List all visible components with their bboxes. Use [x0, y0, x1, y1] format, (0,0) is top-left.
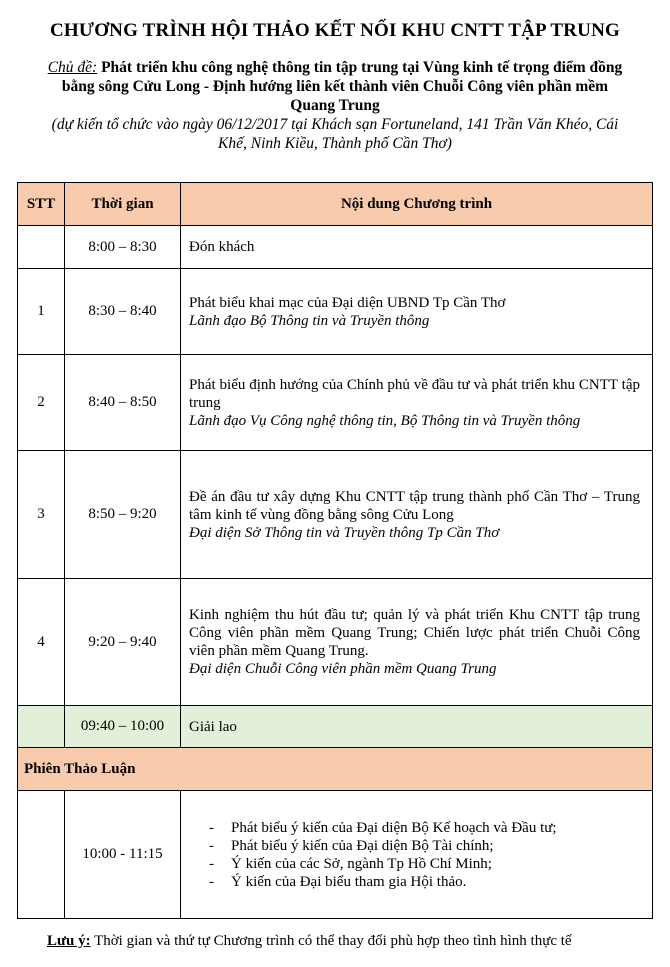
- table-header-row: [18, 183, 653, 226]
- discussion-time: 10:00 - 11:15: [65, 791, 181, 919]
- row-speaker: Đại diện Chuỗi Công viên phần mềm Quang Trung: [189, 661, 497, 677]
- discussion-content: [181, 791, 653, 919]
- row-stt: 3: [18, 451, 65, 579]
- row-speaker: Lãnh đạo Vụ Công nghệ thông tin, Bộ Thông tin và Truyền thông: [189, 412, 581, 429]
- table-row: [18, 355, 653, 451]
- note-label: Lưu ý:: [47, 933, 91, 949]
- row-content-text: Kinh nghiệm thu hút đầu tư; quản lý và phát triển Khu CNTT tập trung Công viên phần mềm Quang Trung; Chiến lược phát triển Chuỗi Công viên phần mềm Quang Trung.: [189, 607, 640, 659]
- row-content-text: Phát biểu khai mạc của Đại diện UBND Tp Cần Thơ: [189, 294, 506, 311]
- topic-label: Chủ đề:: [47, 59, 98, 76]
- row-time: 8:30 – 8:40: [65, 269, 181, 355]
- discussion-stt: [18, 791, 65, 919]
- table-row: [18, 226, 653, 269]
- document-subtitle: [40, 58, 630, 153]
- header-content: Nội dung Chương trình: [181, 183, 653, 226]
- discussion-row: [18, 791, 653, 919]
- row-time: 8:00 – 8:30: [65, 226, 181, 269]
- footer-note: [47, 933, 647, 950]
- header-stt: STT: [18, 183, 65, 226]
- venue-text: (dự kiến tổ chức vào ngày 06/12/2017 tại Khách sạn Fortuneland, 141 Trần Văn Khéo, Cái Khế, Ninh Kiều, Thành phố Cần Thơ): [51, 116, 619, 152]
- table-row: [18, 269, 653, 355]
- row-content: [181, 226, 653, 269]
- break-content: Giải lao: [181, 706, 653, 748]
- row-stt: 4: [18, 579, 65, 706]
- table-row: [18, 579, 653, 706]
- row-speaker: Đại diện Sở Thông tin và Truyền thông Tp Cần Thơ: [189, 524, 500, 541]
- row-content: [181, 269, 653, 355]
- note-text: Thời gian và thứ tự Chương trình có thể thay đổi phù hợp theo tình hình thực tế: [94, 933, 572, 949]
- session-title: Phiên Thảo Luận: [18, 748, 653, 791]
- row-content-text: Đón khách: [189, 239, 255, 255]
- list-item: - Ý kiến của các Sở, ngành Tp Hồ Chí Minh;: [209, 855, 652, 873]
- row-content-text: Phát biểu định hướng của Chính phủ về đầu tư và phát triển khu CNTT tập trung: [189, 376, 640, 411]
- row-content-text: Đề án đầu tư xây dựng Khu CNTT tập trung thành phố Cần Thơ – Trung tâm kinh tế vùng đồng bằng sông Cửu Long: [189, 488, 640, 523]
- session-row: [18, 748, 653, 791]
- row-content: [181, 579, 653, 706]
- discussion-list: [181, 819, 652, 891]
- row-content: [181, 451, 653, 579]
- row-time: 9:20 – 9:40: [65, 579, 181, 706]
- row-time: 8:40 – 8:50: [65, 355, 181, 451]
- list-item: - Phát biểu ý kiến của Đại diện Bộ Tài chính;: [209, 837, 652, 855]
- document-title: CHƯƠNG TRÌNH HỘI THẢO KẾT NỐI KHU CNTT TẬP TRUNG: [49, 20, 621, 41]
- row-time: 8:50 – 9:20: [65, 451, 181, 579]
- break-stt: [18, 706, 65, 748]
- row-stt: 1: [18, 269, 65, 355]
- row-stt: [18, 226, 65, 269]
- list-item: - Phát biểu ý kiến của Đại diện Bộ Kế hoạch và Đầu tư;: [209, 819, 652, 837]
- list-item: - Ý kiến của Đại biểu tham gia Hội thảo.: [209, 873, 652, 891]
- header-time: Thời gian: [65, 183, 181, 226]
- break-time: 09:40 – 10:00: [65, 706, 181, 748]
- row-content: [181, 355, 653, 451]
- row-speaker: Lãnh đạo Bộ Thông tin và Truyền thông: [189, 312, 430, 329]
- program-table: [17, 182, 653, 919]
- break-row: [18, 706, 653, 748]
- topic-text: Phát triển khu công nghệ thông tin tập trung tại Vùng kinh tế trọng điểm đồng bằng sông Cửu Long - Định hướng liên kết thành viên Chuỗi Công viên phần mềm Quang Trung: [61, 59, 623, 114]
- table-row: [18, 451, 653, 579]
- row-stt: 2: [18, 355, 65, 451]
